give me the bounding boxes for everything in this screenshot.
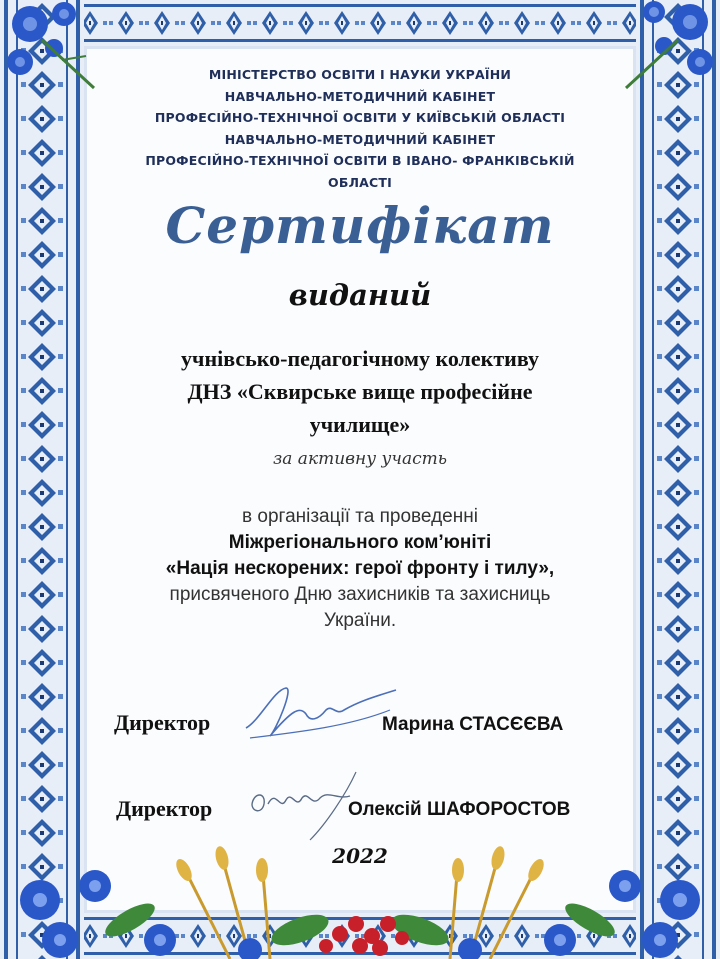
- award-reason: за активну участь: [273, 449, 447, 469]
- issuer-line: ПРОФЕСІЙНО-ТЕХНІЧНОЇ ОСВІТИ В ІВАНО- ФРАНКІВСЬКІЙ: [145, 153, 575, 169]
- issuer-line: НАВЧАЛЬНО-МЕТОДИЧНИЙ КАБІНЕТ: [224, 131, 496, 147]
- issuer-line: ПРОФЕСІЙНО-ТЕХНІЧНОЇ ОСВІТИ У КИЇВСЬКІЙ ОБЛАСТІ: [154, 110, 566, 126]
- certificate-subtitle: виданий: [288, 278, 432, 312]
- signatory-role: Директор: [114, 710, 211, 735]
- certificate-title: Сертифікат: [165, 196, 555, 255]
- issuer-line: НАВЧАЛЬНО-МЕТОДИЧНИЙ КАБІНЕТ: [224, 88, 496, 104]
- event-line: України.: [323, 610, 397, 631]
- recipient-line: ДНЗ «Сквирське вище професійне: [187, 379, 533, 404]
- event-title: «Нація нескорених: герої фронту і тилу»,: [165, 558, 555, 579]
- issuer-line: ОБЛАСТІ: [328, 174, 392, 190]
- event-line: в організації та проведенні: [242, 506, 478, 527]
- recipient-line: учнівсько-педагогічному колективу: [181, 346, 539, 371]
- event-line: присвяченого Дню захисників та захисниць: [169, 584, 551, 605]
- event-description: [96, 504, 624, 634]
- issuer-line: МІНІСТЕРСТВО ОСВІТИ І НАУКИ УКРАЇНИ: [208, 67, 512, 82]
- signatory-name: Марина СТАСЄЄВА: [382, 714, 564, 735]
- certificate-year: 2022: [332, 844, 388, 868]
- event-line: Міжрегіонального ком’юніті: [228, 532, 492, 553]
- signatory-role: Директор: [116, 796, 213, 821]
- signatory-name: Олексій ШАФОРОСТОВ: [348, 799, 571, 820]
- issuer-heading: [96, 64, 624, 194]
- recipient-block: [96, 342, 624, 441]
- recipient-line: училище»: [309, 412, 411, 437]
- handwritten-signature: [240, 680, 400, 742]
